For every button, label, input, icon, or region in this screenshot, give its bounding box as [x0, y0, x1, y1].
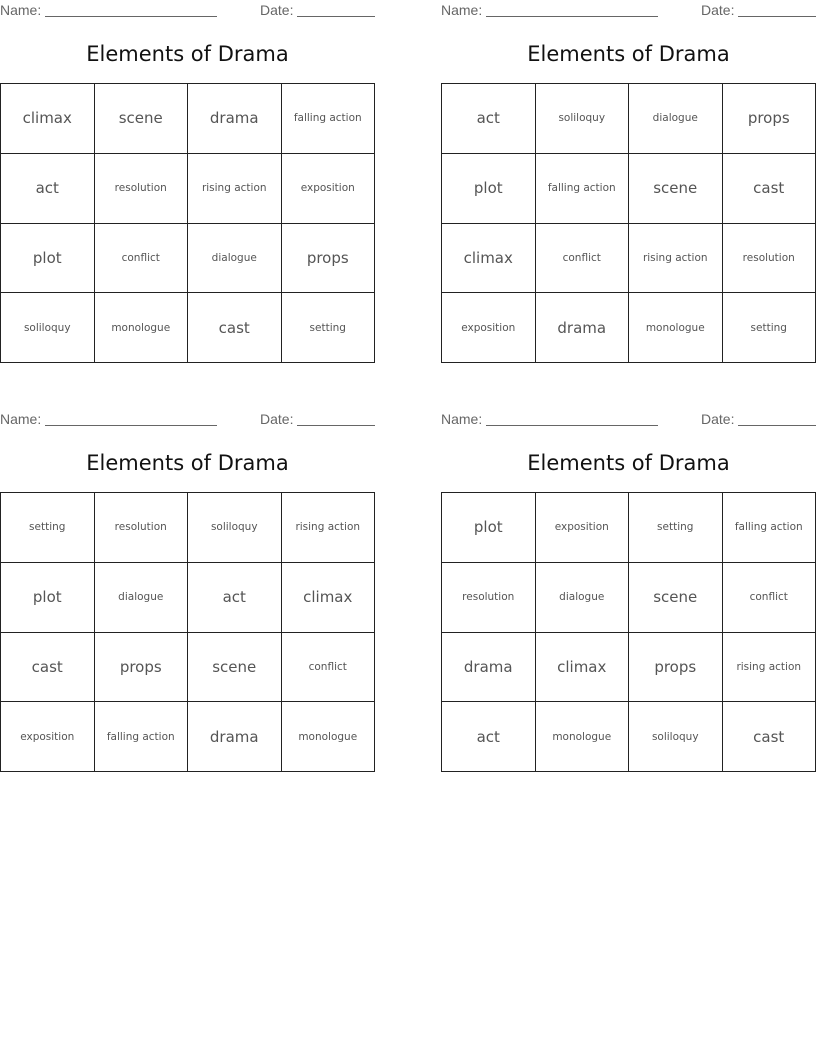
- bingo-cell: act: [1, 154, 95, 224]
- bingo-cell: act: [188, 563, 282, 633]
- bingo-cell: climax: [536, 633, 630, 703]
- header-row: [0, 409, 375, 429]
- bingo-cell: falling action: [723, 493, 816, 563]
- bingo-cell: props: [629, 633, 723, 703]
- bingo-cell: monologue: [95, 293, 189, 363]
- bingo-cell: soliloquy: [536, 84, 630, 154]
- bingo-cell: falling action: [536, 154, 630, 224]
- bingo-cell: falling action: [95, 702, 189, 772]
- bingo-cell: act: [442, 84, 536, 154]
- bingo-cell: dialogue: [95, 563, 189, 633]
- bingo-cell: climax: [282, 563, 376, 633]
- name-label: Name:: [441, 2, 483, 18]
- date-field[interactable]: [297, 411, 375, 426]
- bingo-cell: setting: [629, 493, 723, 563]
- bingo-cell: setting: [723, 293, 816, 363]
- header-row: [441, 0, 816, 20]
- bingo-cell: conflict: [95, 224, 189, 294]
- bingo-cell: rising action: [723, 633, 816, 703]
- bingo-cell: falling action: [282, 84, 376, 154]
- bingo-cell: rising action: [188, 154, 282, 224]
- bingo-cell: exposition: [1, 702, 95, 772]
- bingo-cell: scene: [188, 633, 282, 703]
- bingo-cell: drama: [188, 702, 282, 772]
- date-field[interactable]: [297, 2, 375, 17]
- bingo-cell: cast: [723, 702, 816, 772]
- bingo-cell: plot: [1, 224, 95, 294]
- bingo-cell: dialogue: [536, 563, 630, 633]
- bingo-cell: soliloquy: [629, 702, 723, 772]
- bingo-cell: soliloquy: [188, 493, 282, 563]
- bingo-cell: dialogue: [629, 84, 723, 154]
- bingo-cell: climax: [1, 84, 95, 154]
- bingo-cell: cast: [188, 293, 282, 363]
- name-field[interactable]: [486, 411, 658, 426]
- bingo-cell: exposition: [442, 293, 536, 363]
- bingo-cell: scene: [95, 84, 189, 154]
- name-field[interactable]: [45, 2, 217, 17]
- date-field[interactable]: [738, 411, 816, 426]
- bingo-card-2: [441, 0, 816, 337]
- name-field[interactable]: [486, 2, 658, 17]
- bingo-cell: act: [442, 702, 536, 772]
- bingo-cell: exposition: [536, 493, 630, 563]
- bingo-cell: resolution: [442, 563, 536, 633]
- name-label: Name:: [0, 411, 42, 427]
- bingo-cell: soliloquy: [1, 293, 95, 363]
- date-field[interactable]: [738, 2, 816, 17]
- name-field[interactable]: [45, 411, 217, 426]
- bingo-cell: cast: [1, 633, 95, 703]
- card-title: Elements of Drama: [527, 451, 730, 475]
- bingo-cell: drama: [442, 633, 536, 703]
- bingo-cell: monologue: [536, 702, 630, 772]
- bingo-cell: climax: [442, 224, 536, 294]
- name-label: Name:: [0, 2, 42, 18]
- card-title: Elements of Drama: [86, 451, 289, 475]
- bingo-cell: drama: [188, 84, 282, 154]
- card-title: Elements of Drama: [527, 42, 730, 66]
- bingo-cell: resolution: [95, 493, 189, 563]
- bingo-cell: plot: [442, 493, 536, 563]
- date-label: Date:: [701, 2, 735, 18]
- bingo-cell: props: [282, 224, 376, 294]
- date-label: Date:: [260, 2, 294, 18]
- bingo-cell: scene: [629, 154, 723, 224]
- bingo-grid: [0, 83, 375, 363]
- date-label: Date:: [701, 411, 735, 427]
- bingo-cell: plot: [1, 563, 95, 633]
- card-title: Elements of Drama: [86, 42, 289, 66]
- bingo-cell: resolution: [95, 154, 189, 224]
- header-row: [441, 409, 816, 429]
- bingo-cell: conflict: [536, 224, 630, 294]
- header-row: [0, 0, 375, 20]
- bingo-cell: props: [723, 84, 816, 154]
- name-label: Name:: [441, 411, 483, 427]
- bingo-cell: monologue: [282, 702, 376, 772]
- bingo-cell: scene: [629, 563, 723, 633]
- date-label: Date:: [260, 411, 294, 427]
- bingo-cell: rising action: [629, 224, 723, 294]
- bingo-cell: monologue: [629, 293, 723, 363]
- bingo-cell: conflict: [282, 633, 376, 703]
- bingo-grid: [441, 83, 816, 363]
- bingo-cell: resolution: [723, 224, 816, 294]
- bingo-cell: setting: [282, 293, 376, 363]
- bingo-cell: setting: [1, 493, 95, 563]
- bingo-card-3: [0, 409, 375, 746]
- bingo-card-4: [441, 409, 816, 746]
- bingo-cell: cast: [723, 154, 816, 224]
- bingo-cell: rising action: [282, 493, 376, 563]
- bingo-grid: [441, 492, 816, 772]
- bingo-grid: [0, 492, 375, 772]
- bingo-card-1: [0, 0, 375, 337]
- bingo-cell: plot: [442, 154, 536, 224]
- bingo-cell: props: [95, 633, 189, 703]
- bingo-cell: exposition: [282, 154, 376, 224]
- bingo-cell: drama: [536, 293, 630, 363]
- bingo-cell: conflict: [723, 563, 816, 633]
- bingo-cell: dialogue: [188, 224, 282, 294]
